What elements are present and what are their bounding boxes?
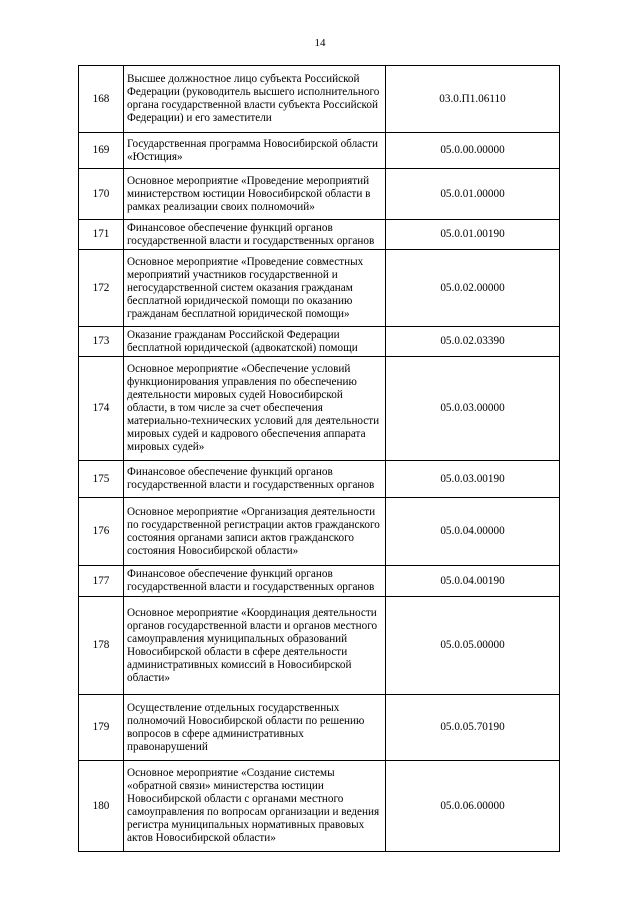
budget-classification-table (78, 65, 560, 852)
row-code: 05.0.00.00000 (386, 133, 560, 169)
row-description: Оказание гражданам Российской Федерации бесплатной юридической (адвокатской) помощи (124, 327, 386, 357)
row-code: 05.0.02.00000 (386, 250, 560, 327)
row-number: 171 (79, 220, 124, 250)
row-code: 05.0.06.00000 (386, 761, 560, 852)
row-code: 05.0.01.00190 (386, 220, 560, 250)
row-description: Финансовое обеспечение функций органов государственной власти и государственных органов (124, 566, 386, 597)
row-code: 05.0.01.00000 (386, 169, 560, 220)
row-number: 172 (79, 250, 124, 327)
row-description: Государственная программа Новосибирской области «Юстиция» (124, 133, 386, 169)
row-number: 168 (79, 66, 124, 133)
row-number: 180 (79, 761, 124, 852)
table-row (79, 169, 560, 220)
table-row (79, 566, 560, 597)
table-row (79, 357, 560, 461)
row-number: 176 (79, 498, 124, 566)
row-code: 05.0.04.00000 (386, 498, 560, 566)
row-description: Основное мероприятие «Координация деятельности органов государственной власти и органов местного самоуправления муниципальных образований Новосибирской области в сфере деятельности административных комиссий в Новосибирской области» (124, 597, 386, 695)
row-code: 05.0.03.00190 (386, 461, 560, 498)
row-description: Финансовое обеспечение функций органов государственной власти и государственных органов (124, 220, 386, 250)
table-row (79, 66, 560, 133)
table-row (79, 695, 560, 761)
row-description: Основное мероприятие «Обеспечение условий функционирования управления по обеспечению деятельности мировых судей Новосибирской области, в том числе за счет обеспечения материально-технических условий для деятельности мировых судей и кадрового обеспечения аппарата мировых судей» (124, 357, 386, 461)
table-row (79, 761, 560, 852)
table-row (79, 597, 560, 695)
row-code: 05.0.05.00000 (386, 597, 560, 695)
table-row (79, 461, 560, 498)
row-description: Финансовое обеспечение функций органов государственной власти и государственных органов (124, 461, 386, 498)
table-row (79, 220, 560, 250)
row-code: 05.0.03.00000 (386, 357, 560, 461)
row-code: 05.0.04.00190 (386, 566, 560, 597)
row-description: Основное мероприятие «Организация деятельности по государственной регистрации актов гражданского состояния органами записи актов гражданского состояния Новосибирской области» (124, 498, 386, 566)
row-number: 179 (79, 695, 124, 761)
row-code: 03.0.П1.06110 (386, 66, 560, 133)
page-number: 14 (314, 37, 326, 49)
row-number: 177 (79, 566, 124, 597)
row-description: Основное мероприятие «Создание системы «обратной связи» министерства юстиции Новосибирской области с органами местного самоуправления по вопросам организации и ведения регистра муниципальных нормативных правовых актов Новосибирской области» (124, 761, 386, 852)
row-number: 174 (79, 357, 124, 461)
row-code: 05.0.05.70190 (386, 695, 560, 761)
table-body (79, 66, 560, 852)
row-number: 178 (79, 597, 124, 695)
table-row (79, 498, 560, 566)
row-number: 170 (79, 169, 124, 220)
row-number: 169 (79, 133, 124, 169)
row-number: 175 (79, 461, 124, 498)
table-row (79, 250, 560, 327)
row-description: Основное мероприятие «Проведение мероприятий министерством юстиции Новосибирской области в рамках реализации своих полномочий» (124, 169, 386, 220)
row-code: 05.0.02.03390 (386, 327, 560, 357)
table-row (79, 133, 560, 169)
row-description: Высшее должностное лицо субъекта Российской Федерации (руководитель высшего исполнительного органа государственной власти субъекта Российской Федерации) и его заместители (124, 66, 386, 133)
row-description: Осуществление отдельных государственных полномочий Новосибирской области по решению вопросов в сфере административных правонарушений (124, 695, 386, 761)
row-number: 173 (79, 327, 124, 357)
row-description: Основное мероприятие «Проведение совместных мероприятий участников государственной и негосударственной систем оказания гражданам бесплатной юридической помощи по оказанию гражданам бесплатной юридической помощи» (124, 250, 386, 327)
table-row (79, 327, 560, 357)
